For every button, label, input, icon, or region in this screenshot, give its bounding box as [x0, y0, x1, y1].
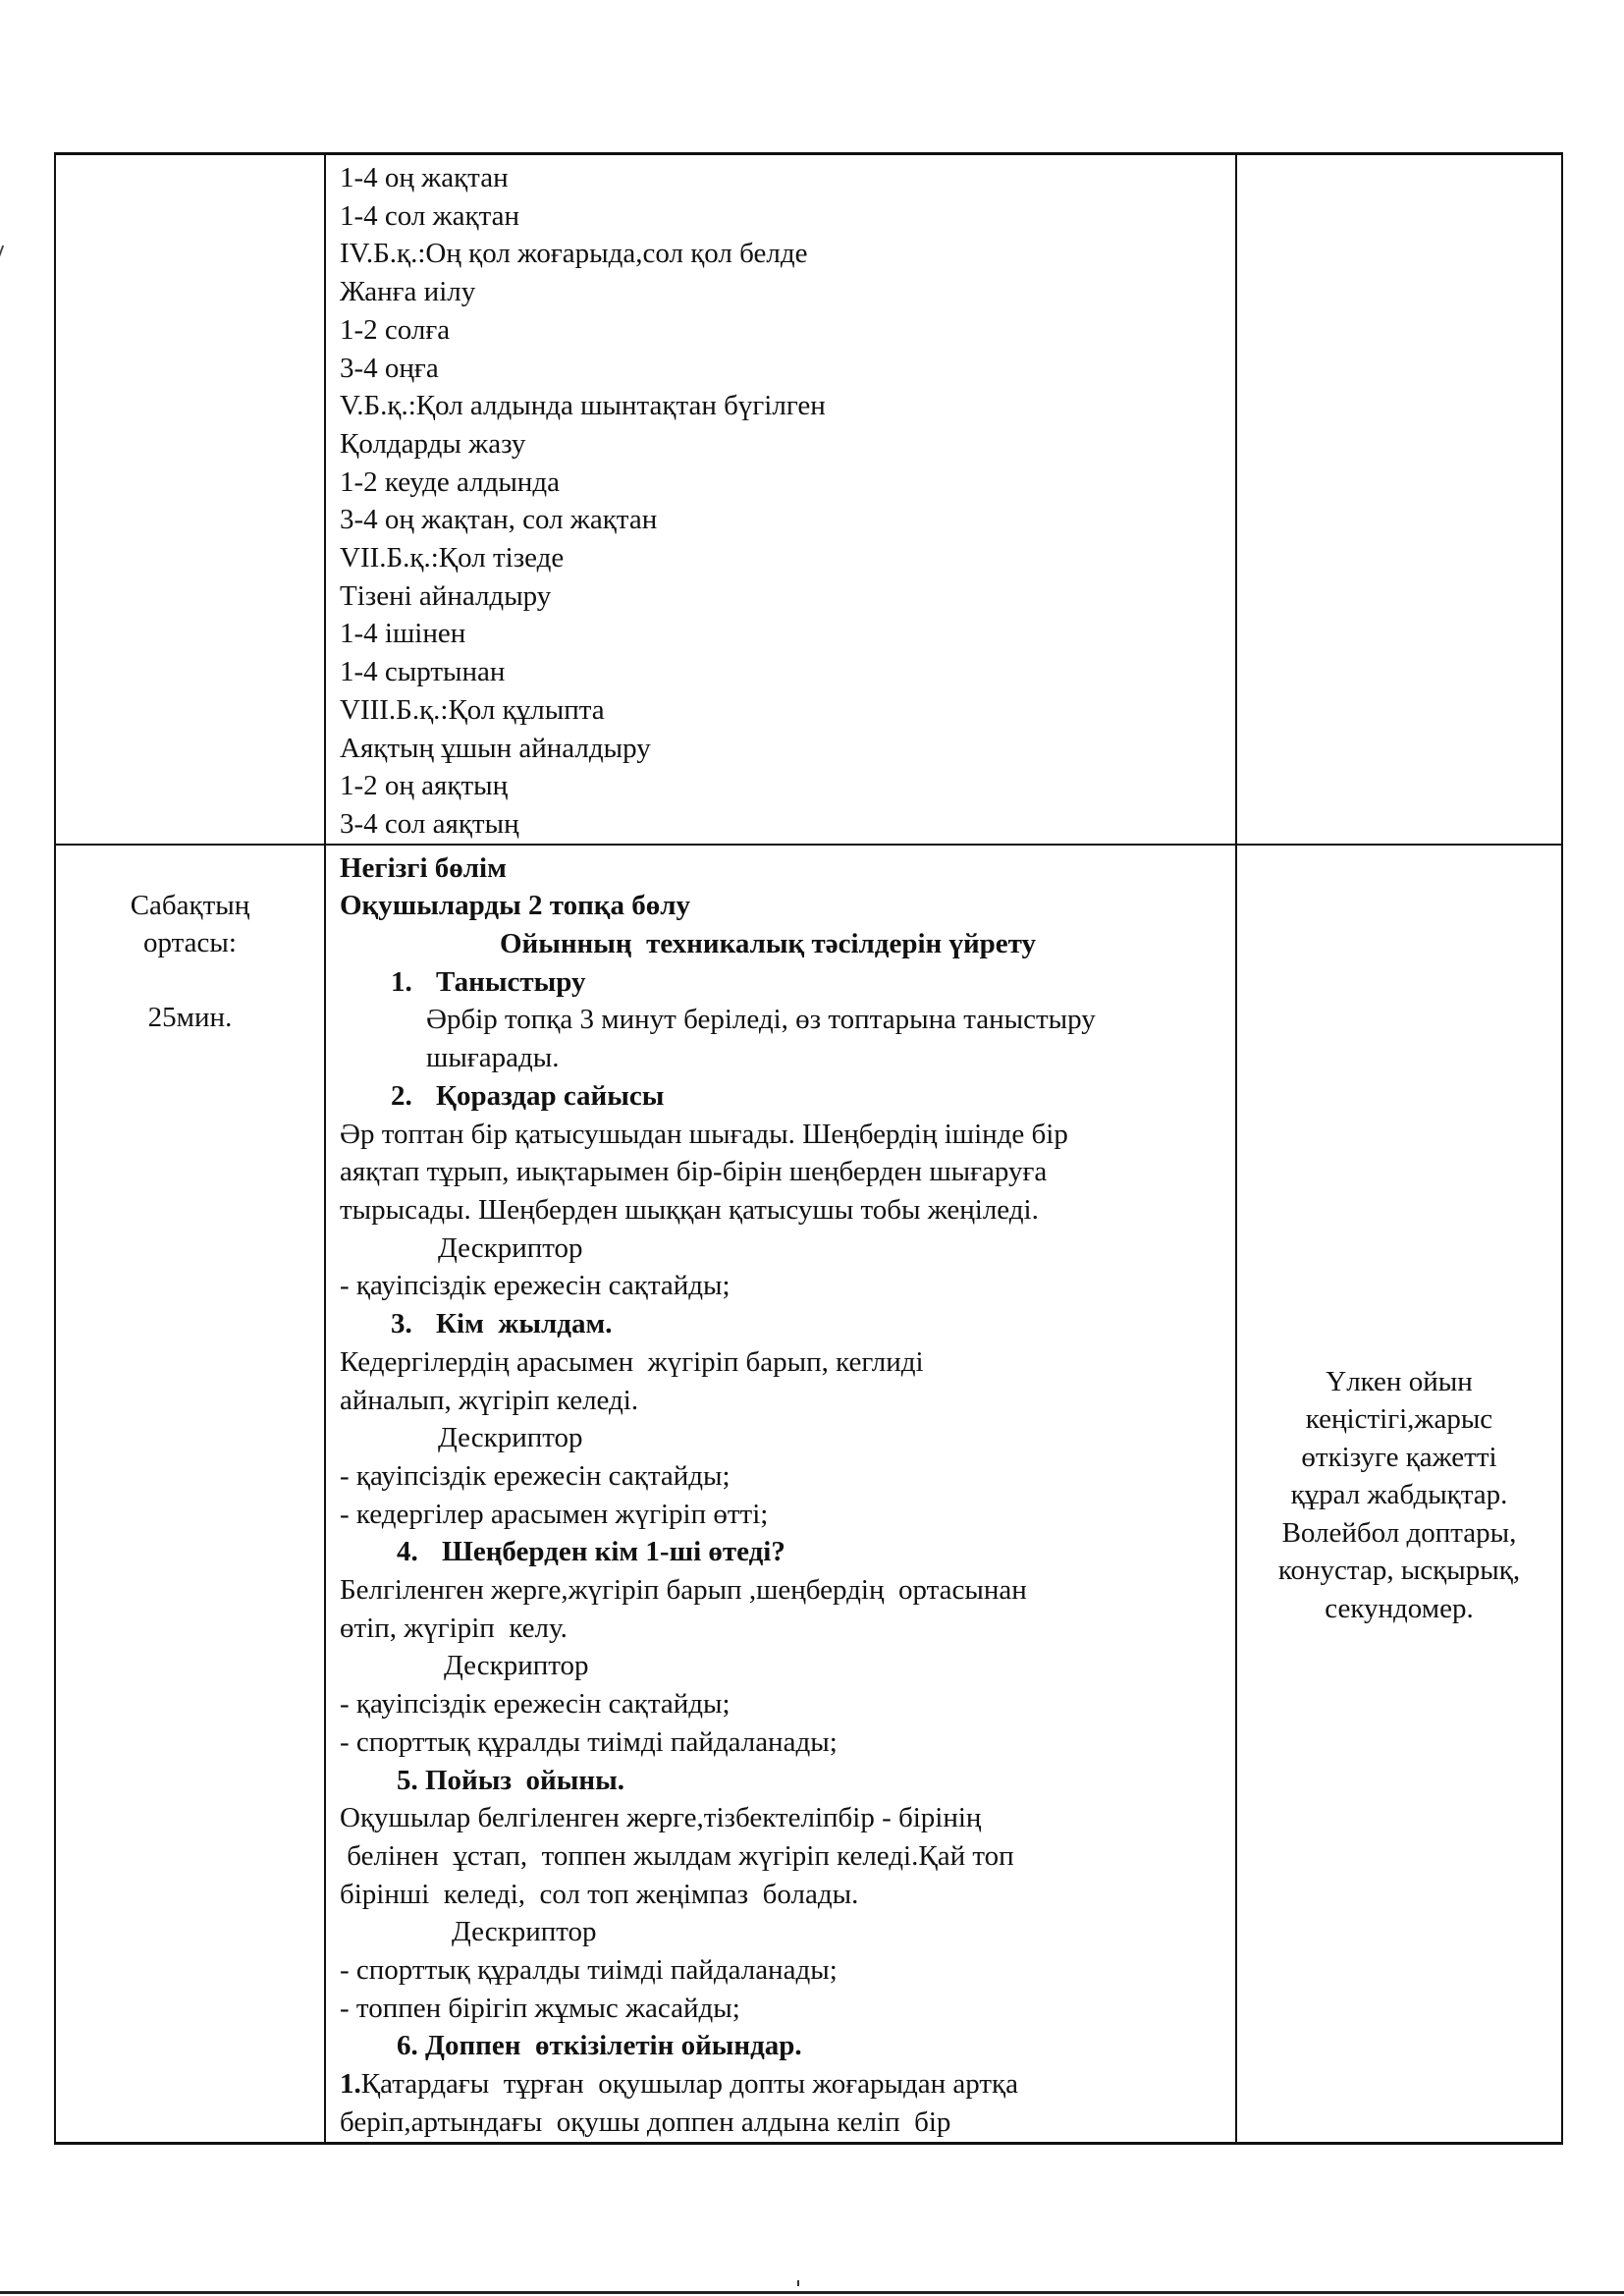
warmup-exercises-cell: [325, 154, 1236, 845]
lesson-plan-table: [54, 152, 1563, 2145]
exercise-line: Тізені айналдыру: [340, 579, 552, 612]
game-title: Қораздар сайысы: [436, 1079, 665, 1112]
exercise-line: 3-4 оңға: [340, 352, 439, 384]
exercise-line: 1-2 солға: [340, 313, 451, 346]
game-title: Кім жылдам.: [436, 1308, 613, 1340]
exercise-line: 1-4 сол жақтан: [340, 199, 520, 232]
descriptor-item: - қауіпсіздік ережесін сақтайды;: [340, 1270, 731, 1302]
game-title: Доппен өткізілетін ойындар.: [425, 2030, 802, 2062]
game-heading: 1. Таныстыру: [391, 965, 586, 998]
exercise-line: 1-2 кеуде алдында: [340, 465, 560, 498]
descriptor-label: Дескриптор: [444, 1650, 589, 1682]
exercise-line: Жанға иілу: [340, 276, 476, 308]
game-body-line: аяқтап тұрып, иықтарымен бір-бірін шеңберден шығаруға: [340, 1156, 1048, 1188]
game-heading: 5. Пойыз ойыны.: [397, 1764, 625, 1796]
game-body-line: Әр топтан бір қатысушыдан шығады. Шеңбердің ішінде бір: [340, 1118, 1068, 1150]
resources-cell-empty: [1236, 154, 1562, 845]
game-body-line: белінен ұстап, топпен жылдам жүгіріп келеді.Қай топ: [340, 1839, 1014, 1872]
grouping-instruction: Оқушыларды 2 топқа бөлу: [340, 890, 691, 922]
game-heading: 2. Қораздар сайысы: [391, 1079, 665, 1112]
exercise-line: VIII.Б.қ.:Қол құлыпта: [340, 693, 605, 726]
scan-artifact-dot: [797, 2280, 799, 2286]
resource-line: секундомер.: [1325, 1592, 1474, 1624]
exercise-line: IV.Б.қ.:Оң қол жоғарыда,сол қол белде: [340, 238, 808, 270]
descriptor-item: - кедергілер арасымен жүгіріп өтті;: [340, 1498, 769, 1530]
exercise-line: Қолдарды жазу: [340, 427, 526, 460]
descriptor-item: - қауіпсіздік ережесін сақтайды;: [340, 1459, 731, 1492]
game-body-line: айналып, жүгіріп келеді.: [340, 1384, 639, 1416]
game-heading: 3. Кім жылдам.: [391, 1308, 613, 1340]
descriptor-label: Дескриптор: [438, 1231, 583, 1264]
exercise-line: V.Б.қ.:Қол алдында шынтақтан бүгілген: [340, 390, 826, 422]
exercise-line: Аяқтың ұшын айналдыру: [340, 732, 651, 764]
resources-cell: [1236, 845, 1562, 2143]
game-heading: 4. Шеңберден кім 1-ші өтеді?: [397, 1536, 785, 1568]
game-body-line: Оқушылар белгіленген жерге,тізбектеліпбір - бірінің: [340, 1802, 982, 1834]
exercise-line: 3-4 сол аяқтың: [340, 807, 519, 840]
main-content-cell: [325, 845, 1236, 2143]
exercise-line: 1-2 оң аяқтың: [340, 770, 509, 802]
descriptor-item: - қауіпсіздік ережесін сақтайды;: [340, 1688, 731, 1721]
game-body-line: Кедергілердің арасымен жүгіріп барып, кеглиді: [340, 1345, 924, 1378]
stage-duration: 25мин.: [147, 1001, 233, 1033]
resource-line: құрал жабдықтар.: [1290, 1479, 1508, 1511]
game-body-line: 1.Қатардағы тұрған оқушылар допты жоғарыдан артқа: [340, 2068, 1018, 2101]
scan-artifact-mark: [0, 246, 8, 257]
resource-line: кеңістігі,жарыс: [1305, 1403, 1493, 1436]
warmup-continued-row: [55, 154, 1562, 845]
game-body-line: тырысады. Шеңберден шыққан қатысушы тобы жеңіледі.: [340, 1193, 1039, 1226]
game-body-line: өтіп, жүгіріп келу.: [340, 1612, 568, 1644]
stage-label-line2: ортасы:: [143, 926, 237, 958]
section-subtitle: Ойынның техникалық тәсілдерін үйрету: [499, 928, 1037, 960]
descriptor-item: - спорттық құралды тиімді пайдаланады;: [340, 1954, 838, 1987]
game-body-line: Белгіленген жерге,жүгіріп барып ,шеңбердің ортасынан: [340, 1574, 1027, 1607]
descriptor-item: - спорттық құралды тиімді пайдаланады;: [340, 1725, 838, 1758]
descriptor-label: Дескриптор: [452, 1916, 597, 1948]
resource-line: конустар, ысқырық,: [1277, 1555, 1521, 1587]
descriptor-item: - топпен бірігіп жұмыс жасайды;: [340, 1992, 740, 2024]
descriptor-label: Дескриптор: [438, 1422, 583, 1454]
resource-line: Үлкен ойын: [1326, 1365, 1473, 1397]
section-title: Негізгі бөлім: [340, 851, 507, 884]
exercise-line: VII.Б.қ.:Қол тізеде: [340, 542, 565, 574]
stage-cell-empty: [55, 154, 325, 845]
game-heading: 6. Доппен өткізілетін ойындар.: [397, 2030, 802, 2062]
game-title: Шеңберден кім 1-ші өтеді?: [442, 1536, 785, 1568]
game-title: Пойыз ойыны.: [425, 1764, 625, 1796]
game-body-line: шығарады.: [426, 1042, 560, 1074]
stage-cell: [55, 845, 325, 2143]
scan-bottom-rule: [0, 2291, 1624, 2294]
resource-line: өткізуге қажетті: [1301, 1441, 1497, 1473]
exercise-line: 1-4 сыртынан: [340, 656, 506, 688]
game-title: Таныстыру: [436, 965, 586, 998]
stage-label-line1: Сабақтың: [130, 889, 250, 921]
main-part-row: [55, 845, 1562, 2143]
game-body-line: бірінші келеді, сол топ жеңімпаз болады.: [340, 1878, 859, 1910]
exercise-line: 3-4 оң жақтан, сол жақтан: [340, 504, 658, 536]
resource-line: Волейбол доптары,: [1281, 1516, 1517, 1549]
exercise-line: 1-4 ішінен: [340, 618, 466, 650]
game-body-line: беріп,артындағы оқушы доппен алдына келіп бір: [340, 2105, 951, 2138]
game-body-line: Әрбір топқа 3 минут беріледі, өз топтарына таныстыру: [426, 1004, 1096, 1036]
exercise-line: 1-4 оң жақтан: [340, 162, 509, 193]
